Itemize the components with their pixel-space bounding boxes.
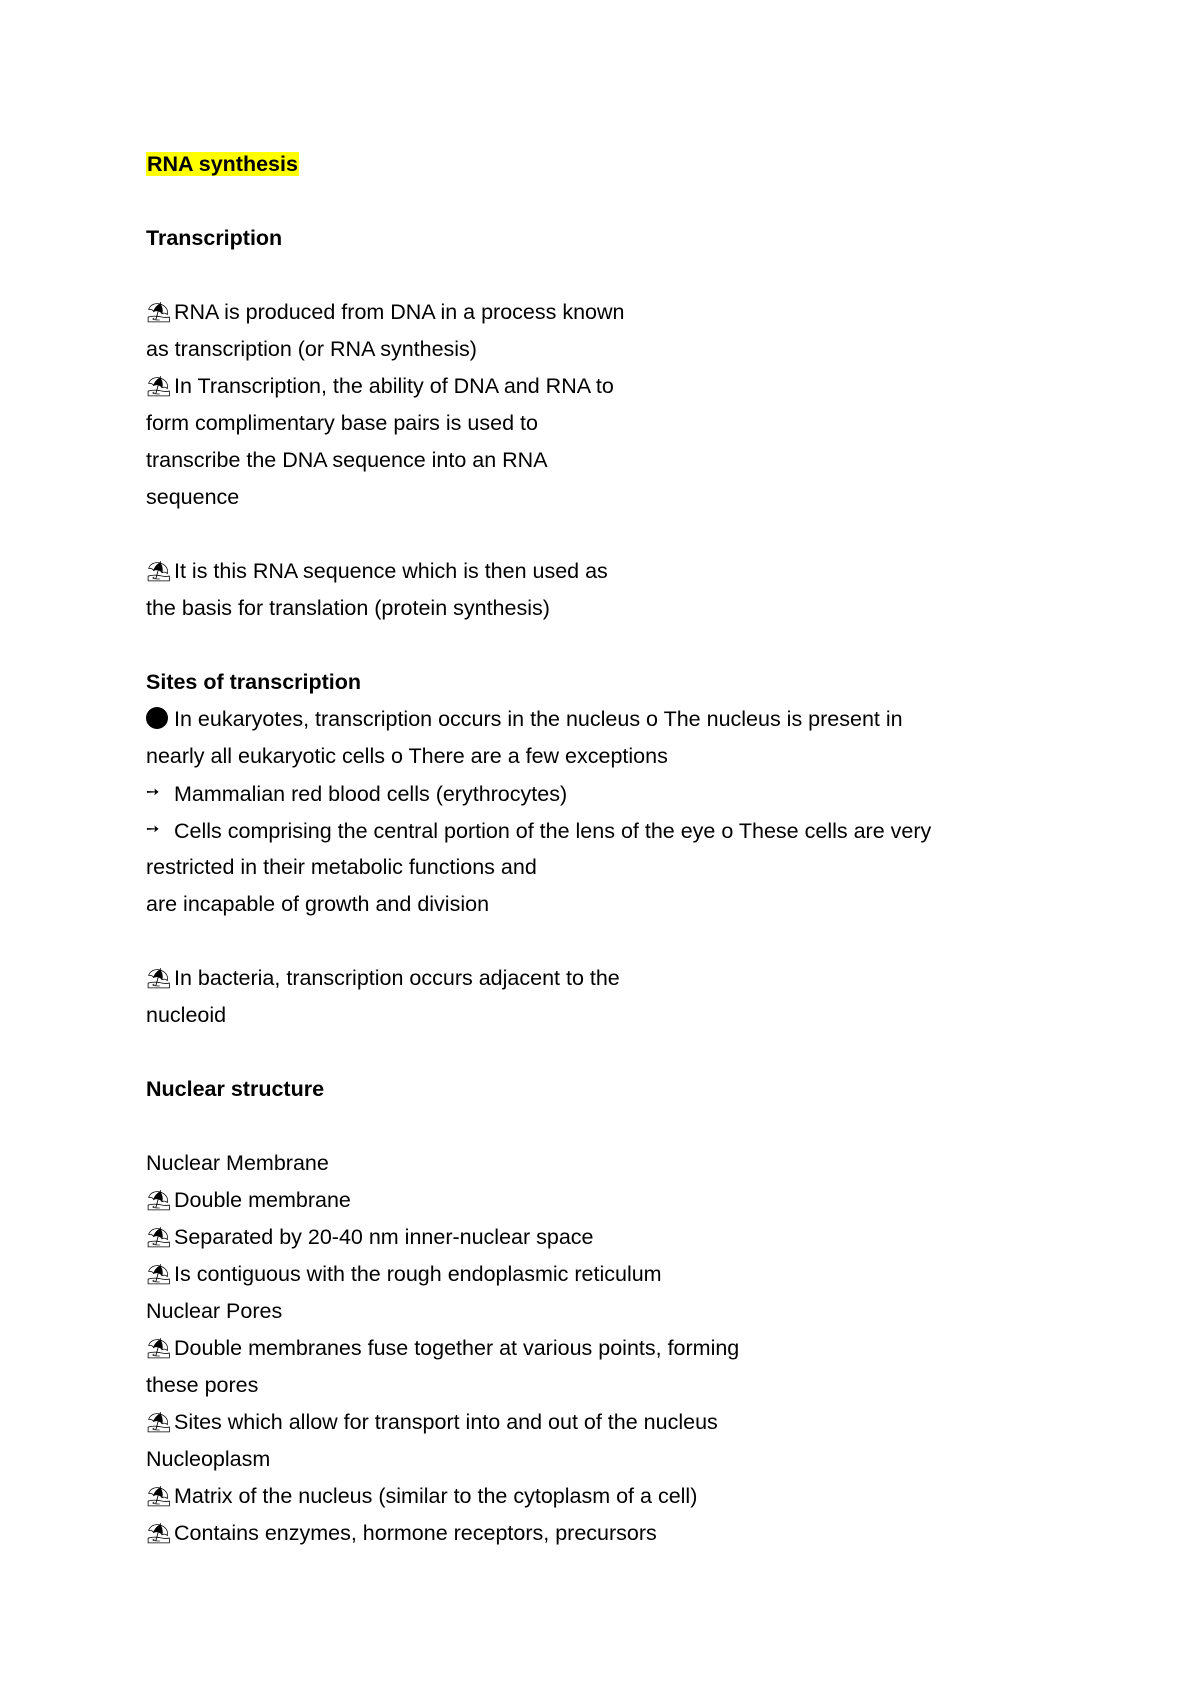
bullet-line [146,1408,718,1437]
subheading-nuclear-pores: Nuclear Pores [146,1299,283,1323]
bullet-text: Sites which allow for transport into and out of the nucleus [174,1410,718,1434]
continuation-line: sequence [146,485,240,509]
heading-transcription: Transcription [146,226,283,250]
bullet-text: Matrix of the nucleus (similar to the cytoplasm of a cell) [174,1484,698,1508]
umbrella-bullet-icon: ⛱ [146,1486,172,1508]
umbrella-bullet-icon: ⛱ [146,1412,172,1434]
bullet-line [146,298,625,327]
bullet-line [146,557,608,586]
bullet-line [146,1482,697,1511]
bullet-line [146,1186,351,1215]
document-title [146,150,299,178]
bullet-text: In bacteria, transcription occurs adjacent to the [174,966,620,990]
umbrella-bullet-icon: ⛱ [146,1227,172,1249]
bullet-text: Double membranes fuse together at various points, forming [174,1336,740,1360]
umbrella-bullet-icon: ⛱ [146,968,172,990]
umbrella-bullet-icon: ⛱ [146,561,172,583]
bullet-line [146,1519,657,1548]
heading-nuclear-structure: Nuclear structure [146,1077,325,1101]
bullet-text: Contains enzymes, hormone receptors, precursors [174,1521,657,1545]
bullet-line [146,779,567,808]
umbrella-bullet-icon: ⛱ [146,302,172,324]
arrow-bullet-icon: ➙ [146,784,160,801]
umbrella-bullet-icon: ⛱ [146,1264,172,1286]
bullet-line [146,372,614,401]
bullet-text: Double membrane [174,1188,351,1212]
bullet-line [146,1223,594,1252]
bullet-text: Is contiguous with the rough endoplasmic reticulum [174,1262,662,1286]
continuation-line: restricted in their metabolic functions and [146,855,537,879]
bullet-text: In eukaryotes, transcription occurs in the nucleus o The nucleus is present in [174,707,903,731]
bullet-text: In Transcription, the ability of DNA and RNA to [174,374,614,398]
umbrella-bullet-icon: ⛱ [146,1338,172,1360]
bullet-text: It is this RNA sequence which is then used as [174,559,608,583]
bullet-line [146,1260,662,1289]
umbrella-bullet-icon: ⛱ [146,1190,172,1212]
bullet-line [146,1334,739,1363]
arrow-bullet-icon: ➙ [146,821,160,838]
continuation-line: are incapable of growth and division [146,892,490,916]
continuation-line: nucleoid [146,1003,227,1027]
bullet-line [146,816,931,845]
continuation-line: form complimentary base pairs is used to [146,411,538,435]
bullet-text: Separated by 20-40 nm inner-nuclear space [174,1225,594,1249]
filled-circle-bullet-icon [146,707,168,729]
bullet-text: Mammalian red blood cells (erythrocytes) [174,782,568,806]
continuation-line: these pores [146,1373,259,1397]
continuation-line: nearly all eukaryotic cells o There are a few exceptions [146,744,668,768]
heading-sites: Sites of transcription [146,670,362,694]
continuation-line: the basis for translation (protein synthesis) [146,596,550,620]
bullet-line [146,964,620,993]
subheading-nuclear-membrane: Nuclear Membrane [146,1151,329,1175]
bullet-line [146,705,903,733]
title-highlight: RNA synthesis [147,152,298,176]
bullet-text: RNA is produced from DNA in a process known [174,300,625,324]
umbrella-bullet-icon: ⛱ [146,1523,172,1545]
bullet-text: Cells comprising the central portion of the lens of the eye o These cells are very [174,819,932,843]
umbrella-bullet-icon: ⛱ [146,376,172,398]
continuation-line: as transcription (or RNA synthesis) [146,337,477,361]
continuation-line: transcribe the DNA sequence into an RNA [146,448,548,472]
subheading-nucleoplasm: Nucleoplasm [146,1447,271,1471]
